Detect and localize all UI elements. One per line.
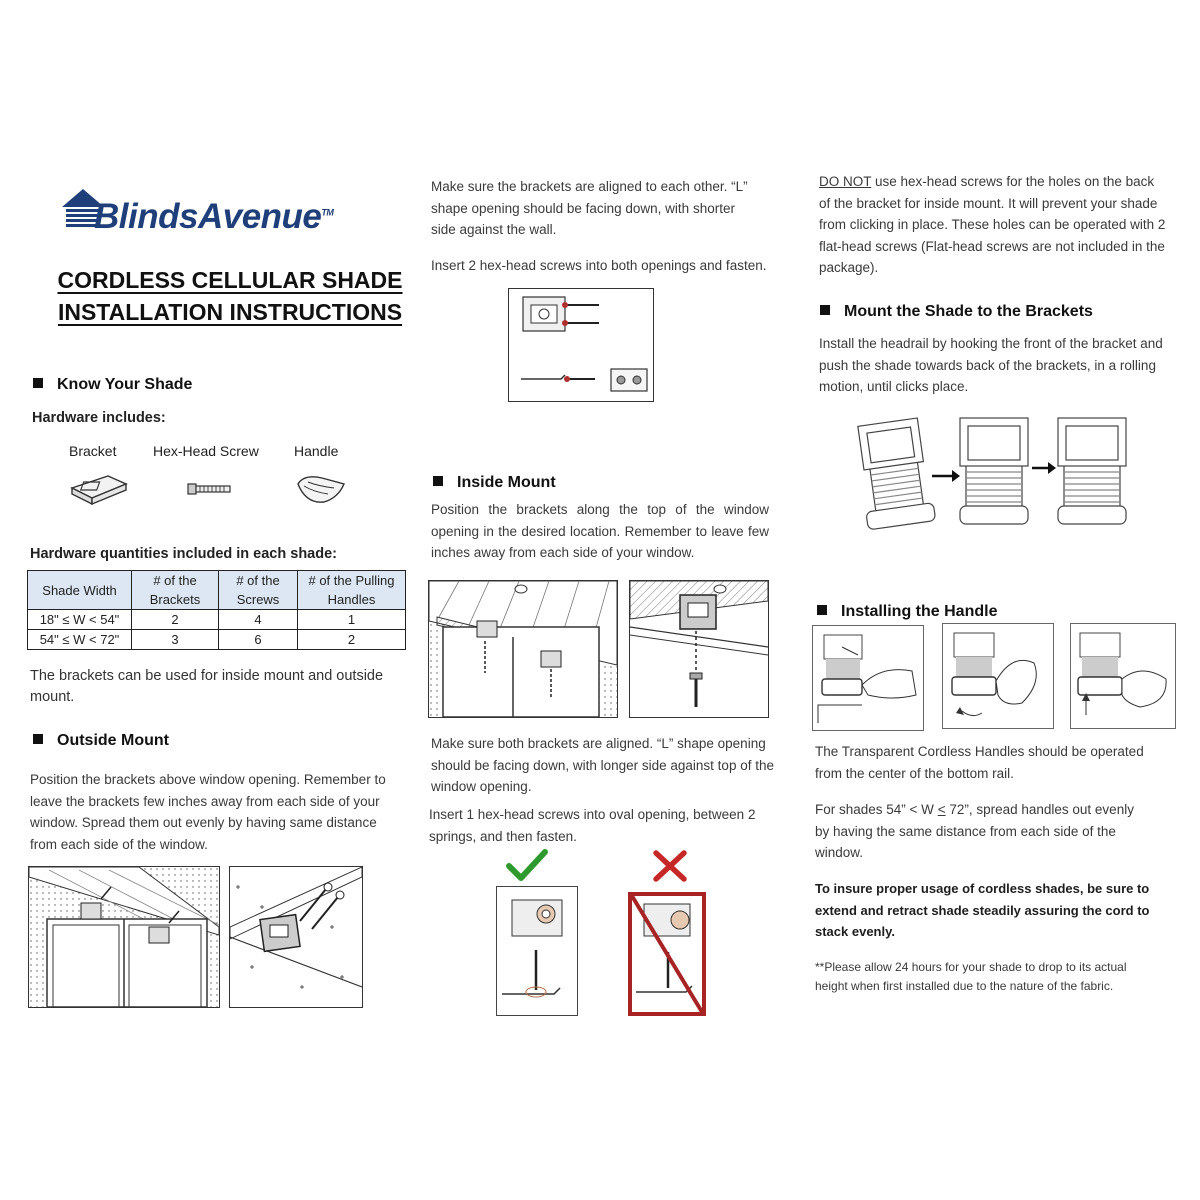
table-cell: 2 bbox=[298, 630, 406, 650]
table-header-cell: # of the Screws bbox=[219, 571, 298, 610]
mount-usage-note: The brackets can be used for inside mount and outside mount. bbox=[30, 668, 384, 705]
hardware-includes-heading: Hardware includes: bbox=[32, 410, 166, 426]
cross-mark-icon bbox=[652, 850, 688, 882]
do-not-emphasis: DO NOT bbox=[819, 174, 872, 189]
drop-time-note: **Please allow 24 hours for your shade to drop to its actual height when first installed due to the nature of the fabric. bbox=[815, 960, 1127, 993]
spread-text-le: < bbox=[937, 802, 946, 817]
table-header-cell: Shade Width bbox=[28, 571, 132, 610]
hardware-label-handle: Handle bbox=[294, 443, 339, 459]
table-cell: 6 bbox=[219, 630, 298, 650]
proper-usage-note: To insure proper usage of cordless shades, be sure to extend and retract shade steadily assuring the cord to stack evenly. bbox=[815, 881, 1150, 939]
bracket-screw-diagram bbox=[508, 288, 654, 402]
brackets-aligned-text: Make sure both brackets are aligned. “L” shape opening should be facing down, with longer side against top of the window opening. bbox=[431, 736, 774, 794]
hardware-label-bracket: Bracket bbox=[69, 443, 117, 459]
inside-mount-heading: Inside Mount bbox=[433, 474, 556, 492]
spread-text-start: For shades 54” < W bbox=[815, 802, 938, 817]
do-not-rest: use hex-head screws for the holes on the back of the bracket for inside mount. It will prevent your shade from clicking in place. These holes can be operated with 2 flat-head screws (Flat-head screws are not included in the package). bbox=[819, 174, 1166, 275]
inside-mount-illustration-closeup bbox=[629, 580, 769, 718]
bullet-square-icon bbox=[817, 605, 827, 615]
handle-step-3-diagram bbox=[1070, 623, 1176, 729]
table-cell: 54" ≤ W < 72" bbox=[28, 630, 132, 650]
mount-shade-heading: Mount the Shade to the Brackets bbox=[820, 303, 1093, 321]
table-row bbox=[28, 610, 406, 630]
table-header-cell: # of the Pulling Handles bbox=[298, 571, 406, 610]
page-title bbox=[30, 264, 430, 328]
table-cell: 4 bbox=[219, 610, 298, 630]
table-cell: 2 bbox=[132, 610, 219, 630]
do-not-warning-text bbox=[819, 171, 1169, 279]
brand-name: BlindsAvenue bbox=[94, 197, 322, 236]
mount-shade-text: Install the headrail by hooking the front of the bracket and push the shade towards back of the brackets, in a rolling motion, until clicks place. bbox=[819, 336, 1163, 394]
table-header-cell: # of the Brackets bbox=[132, 571, 219, 610]
handle-operation-text: The Transparent Cordless Handles should be operated from the center of the bottom rail. bbox=[815, 744, 1144, 781]
bullet-square-icon bbox=[433, 476, 443, 486]
inside-mount-text: Position the brackets along the top of the window opening in the desired location. Remember to leave few inches away from each side of your window. bbox=[431, 502, 769, 560]
bracket-alignment-text: Make sure the brackets are aligned to each other. “L” shape opening should be facing down, with shorter side against the wall. bbox=[431, 179, 748, 237]
inside-mount-illustration-window bbox=[428, 580, 618, 718]
know-your-shade-heading: Know Your Shade bbox=[33, 376, 192, 394]
table-header-row bbox=[28, 571, 406, 610]
handle-icon bbox=[294, 470, 348, 506]
title-line-1: CORDLESS CELLULAR SHADE bbox=[57, 267, 403, 293]
insert-screws-text: Insert 2 hex-head screws into both openings and fasten. bbox=[431, 258, 767, 273]
hardware-quantities-heading: Hardware quantities included in each shade: bbox=[30, 546, 337, 562]
outside-mount-heading: Outside Mount bbox=[33, 732, 169, 750]
correct-bracket-diagram bbox=[496, 886, 578, 1016]
insert-one-screw-text: Insert 1 hex-head screws into oval opening, between 2 springs, and then fasten. bbox=[429, 807, 756, 844]
bullet-square-icon bbox=[33, 378, 43, 388]
hex-head-screw-icon bbox=[186, 480, 234, 498]
spread-text-end: 72”, spread handles out evenly by having the same distance from each side of the window. bbox=[815, 802, 1134, 860]
handle-step-1-diagram bbox=[812, 625, 924, 731]
handle-spread-text bbox=[815, 799, 1150, 864]
bracket-icon bbox=[66, 470, 132, 508]
table-row bbox=[28, 630, 406, 650]
bullet-square-icon bbox=[33, 734, 43, 744]
table-cell: 3 bbox=[132, 630, 219, 650]
brand-logo bbox=[60, 187, 390, 247]
arrow-right-icon bbox=[1032, 462, 1056, 474]
table-cell: 1 bbox=[298, 610, 406, 630]
incorrect-bracket-diagram bbox=[628, 892, 706, 1016]
mount-shade-sequence-diagram bbox=[852, 408, 1136, 530]
arrow-right-icon bbox=[932, 470, 960, 482]
title-line-2: INSTALLATION INSTRUCTIONS bbox=[57, 299, 403, 325]
trademark: TM bbox=[321, 207, 334, 218]
check-mark-icon bbox=[506, 848, 548, 882]
table-cell: 18" ≤ W < 54" bbox=[28, 610, 132, 630]
bullet-square-icon bbox=[820, 305, 830, 315]
outside-mount-illustration-closeup bbox=[229, 866, 363, 1008]
hardware-quantities-table bbox=[27, 570, 406, 650]
installing-handle-heading: Installing the Handle bbox=[817, 603, 997, 621]
outside-mount-text: Position the brackets above window opening. Remember to leave the brackets few inches away from each side of your window. Spread them out evenly by having same distance from each side of the window. bbox=[30, 772, 386, 852]
hardware-label-screw: Hex-Head Screw bbox=[153, 443, 259, 459]
handle-step-2-diagram bbox=[942, 623, 1054, 729]
outside-mount-illustration-wall bbox=[28, 866, 220, 1008]
